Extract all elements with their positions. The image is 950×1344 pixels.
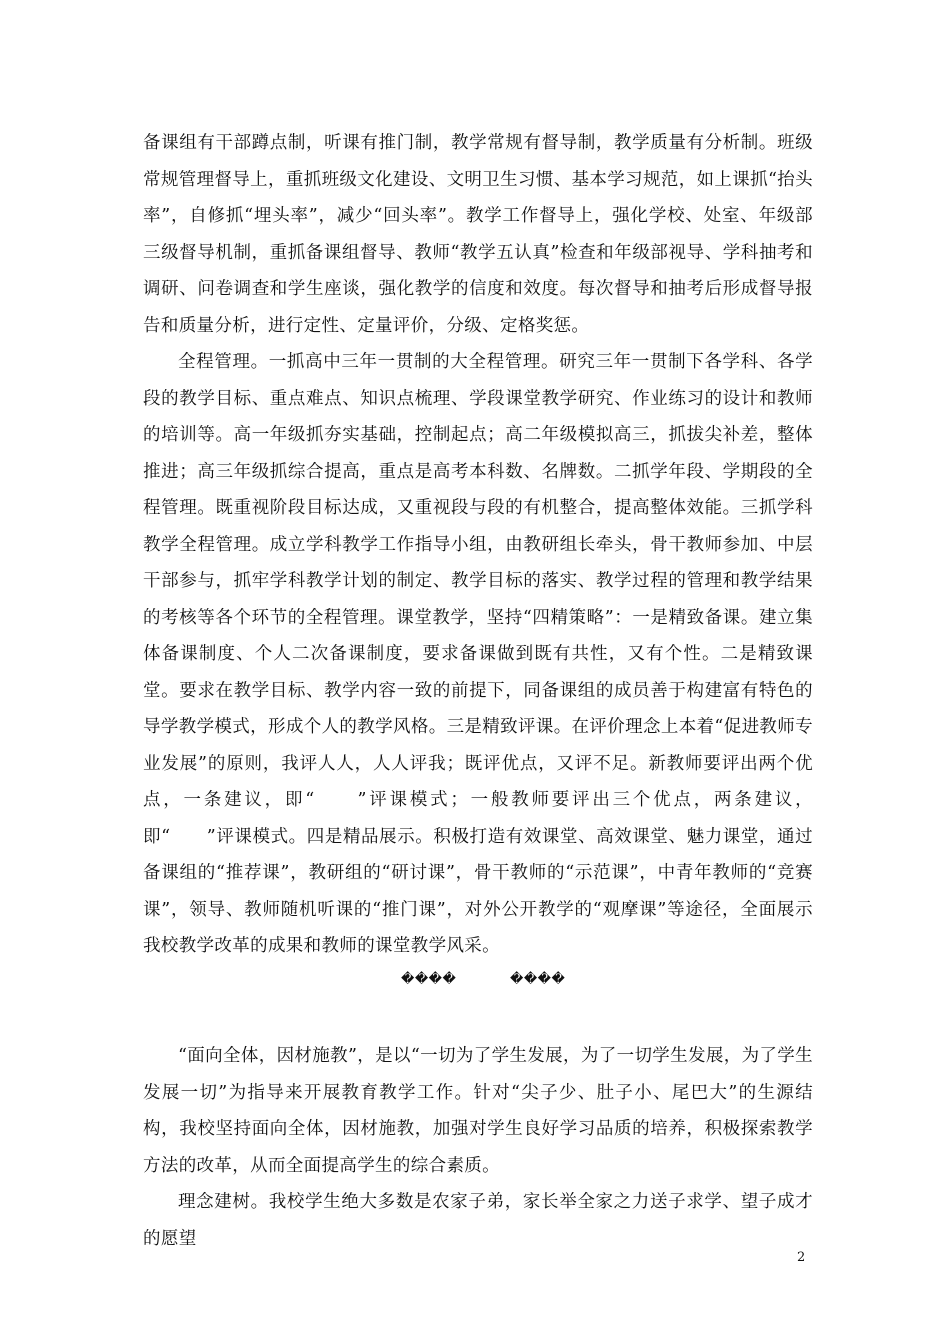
body-text-top [143, 125, 813, 965]
section-heading-right: ���� [510, 972, 566, 987]
section-heading-left: ���� [401, 972, 457, 987]
paragraph-text: 一抓高中三年一贯制的大全程管理。研究三年一贯制下各学科、各学段的教学目标、重点难点、知识点梳理、学段课堂教学研究、作业练习的设计和教师的培训等。高一年级抓夯实基础，控制起点；高二年级模拟高三，抓拔尖补差，整体推进；高三年级抓综合提高，重点是高考本科数、名牌数。二抓学年段、学期段的全程管理。既重视阶段目标达成，又重视段与段的有机整合，提高整体效能。三抓学科教学全程管理。成立学科教学工作指导小组，由教研组长牵头，骨干教师参加、中层干部参与，抓牢学科教学计划的制定、教学目标的落实、教学过程的管理和教学结果的考核等各个环节的全程管理。课堂教学，坚持“四精策略”：一是精致备课。建立集体备课制度、个人二次备课制度，要求备课做到既有共性，又有个性。二是精致课堂。要求在教学目标、教学内容一致的前提下，同备课组的成员善于构建富有特色的导学教学模式，形成个人的教学风格。三是精致评课。在评价理念上本着“促进教师专业发展”的原则，我评人人，人人评我；既评优点，又评不足。新教师要评出两个优点，一条建议，即“ ”评课模式；一般教师要评出三个优点，两条建议，即“ ”评课模式。四是精品展示。积极打造有效课堂、高效课堂、魅力课堂，通过备课组的“推荐课”，教研组的“研讨课”，骨干教师的“示范课”，中青年教师的“竞赛课”，领导、教师随机听课的“推门课”，对外公开教学的“观摩课”等途径，全面展示我校教学改革的成果和教师的课堂教学风采。 [143, 352, 814, 956]
section-heading [0, 972, 950, 996]
paragraph-concept-building [143, 1184, 813, 1257]
paragraph-text: 备课组有干部蹲点制，听课有推门制，教学常规有督导制，教学质量有分析制。班级常规管理督导上，重抓班级文化建设、文明卫生习惯、基本学习规范，如上课抓“抬头率”，自修抓“埋头率”，减少“回头率”。教学工作督导上，强化学校、处室、年级部三级督导机制，重抓备课组督导、教师“教学五认真”检查和年级部视导、学科抽考和调研、问卷调查和学生座谈，强化教学的信度和效度。每次督导和抽考后形成督导报告和质量分析，进行定性、定量评价，分级、定格奖惩。 [143, 133, 813, 336]
page-number: 2 [797, 1250, 806, 1265]
paragraph-lead: 理念建树。 [178, 1192, 269, 1212]
paragraph-text: 我校学生绝大多数是农家子弟，家长举全家之力送子求学、望子成才的愿望 [143, 1192, 814, 1249]
paragraph-full-process-management [143, 344, 813, 965]
paragraph-teach-all-students [143, 1038, 813, 1184]
paragraph-supervision [143, 125, 813, 344]
paragraph-text: “面向全体，因材施教”，是以“一切为了学生发展，为了一切学生发展，为了学生发展一切”为指导来开展教育教学工作。针对“尖子少、肚子小、尾巴大”的生源结构，我校坚持面向全体，因材施教，加强对学生良好学习品质的培养，积极探索教学方法的改革，从而全面提高学生的综合素质。 [143, 1046, 813, 1176]
body-text-bottom [143, 1038, 813, 1257]
paragraph-lead: 全程管理。 [178, 352, 269, 372]
